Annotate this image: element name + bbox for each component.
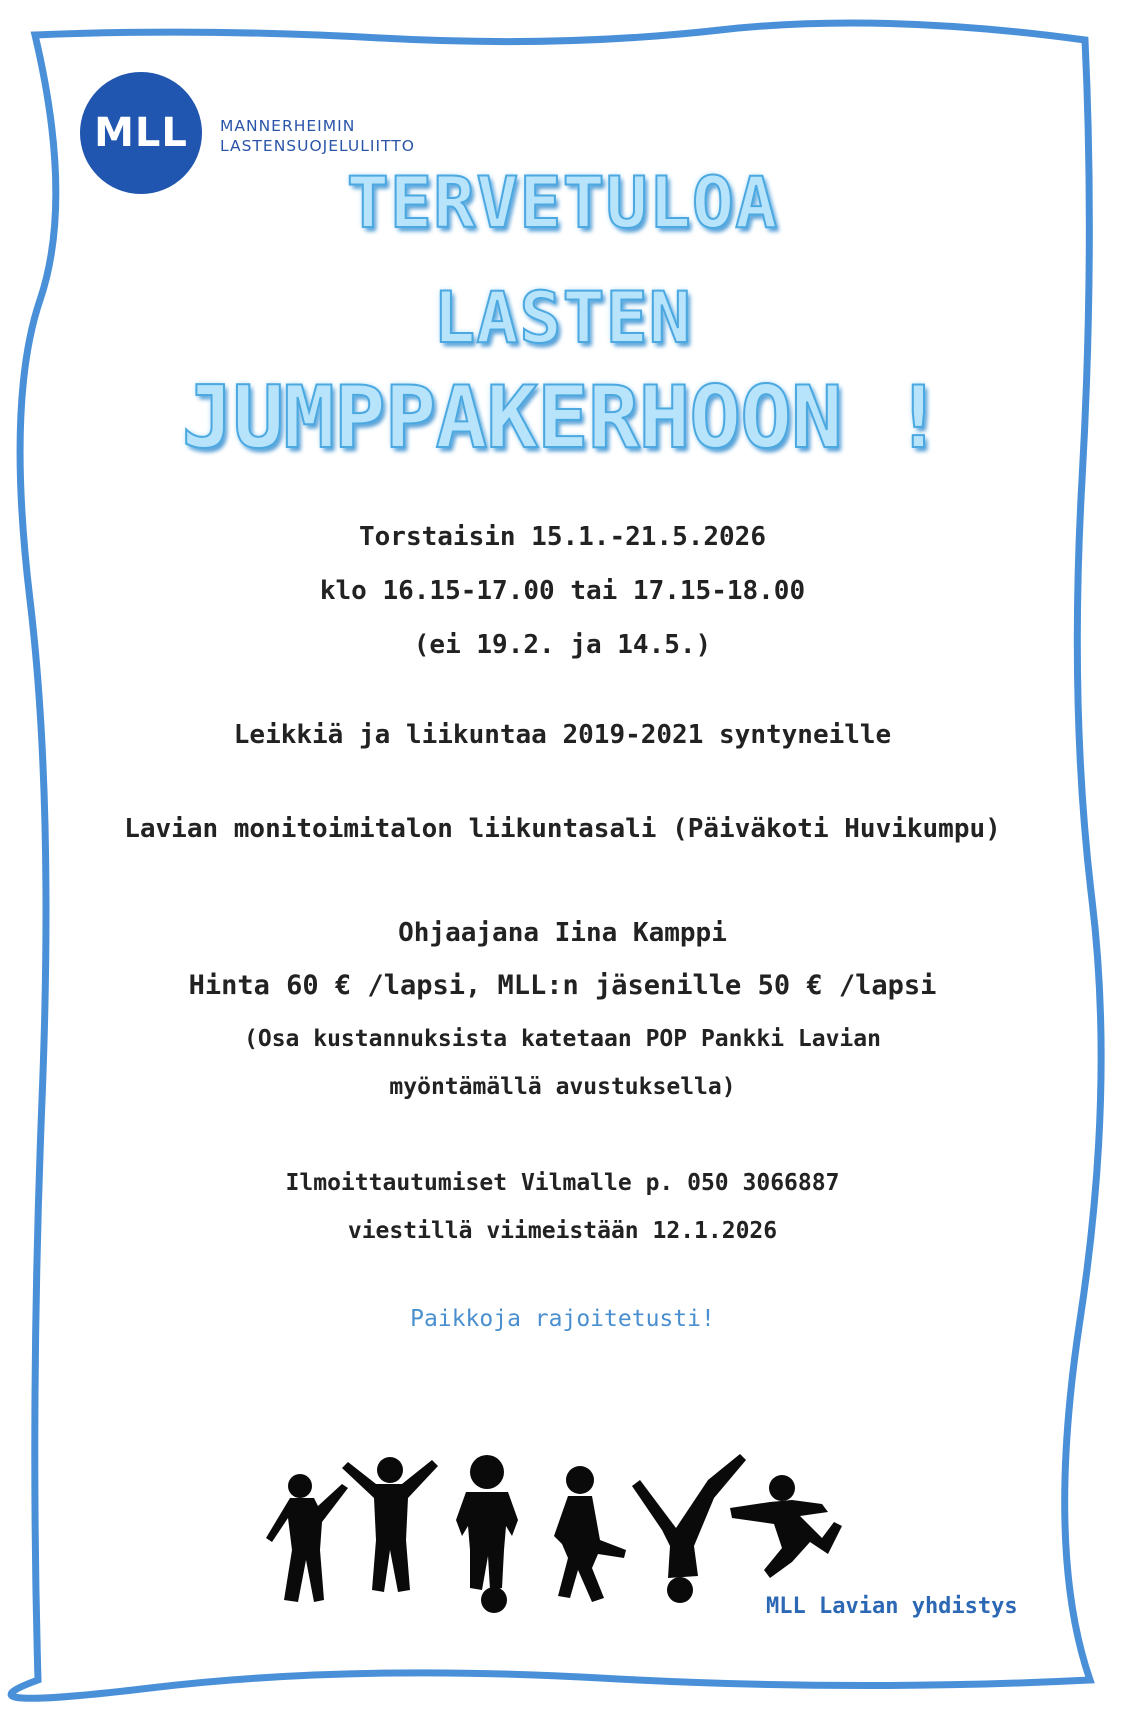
silhouette-arms-up-child	[342, 1457, 438, 1592]
location-text: Lavian monitoimitalon liikuntasali (Päiväkoti Huvikumpu)	[124, 814, 1001, 844]
funding-line-2: myöntämällä avustuksella)	[389, 1074, 736, 1100]
schedule-times: klo 16.15-17.00 tai 17.15-18.00	[319, 576, 806, 606]
title-line-2: LASTEN	[433, 277, 692, 359]
price-text: Hinta 60 € /lapsi, MLL:n jäsenille 50 € /lapsi	[188, 970, 937, 1001]
silhouette-cartwheel-child	[632, 1454, 746, 1603]
logo-name-line2: LASTENSUOJELULIITTO	[220, 137, 415, 155]
logo-initials: MLL	[94, 110, 188, 156]
registration-line-1: Ilmoittautumiset Vilmalle p. 050 3066887	[285, 1170, 840, 1196]
silhouette-jumping-child	[730, 1475, 842, 1578]
association-name: MLL Lavian yhdistys	[766, 1594, 1018, 1619]
funding-line-1: (Osa kustannuksista katetaan POP Pankki Lavian	[244, 1026, 881, 1052]
logo-organization-name	[220, 116, 415, 156]
schedule-dates: Torstaisin 15.1.-21.5.2026	[359, 522, 766, 552]
instructor-text: Ohjaajana Iina Kamppi	[398, 918, 727, 948]
title-line-3: JUMPPAKERHOON !	[181, 368, 944, 468]
audience-text: Leikkiä ja liikuntaa 2019-2021 syntyneille	[233, 720, 892, 750]
silhouette-walking-child	[554, 1466, 626, 1602]
children-silhouettes-image	[262, 1440, 862, 1615]
title-line-1: TERVETULOA	[346, 162, 779, 244]
registration-line-2: viestillä viimeistään 12.1.2026	[347, 1218, 778, 1244]
schedule-exceptions: (ei 19.2. ja 14.5.)	[413, 630, 712, 660]
silhouette-dancing-child	[266, 1474, 348, 1602]
limited-places-notice: Paikkoja rajoitetusti!	[410, 1306, 715, 1332]
silhouette-ball-child	[456, 1455, 518, 1613]
logo-name-line1: MANNERHEIMIN	[220, 117, 356, 135]
